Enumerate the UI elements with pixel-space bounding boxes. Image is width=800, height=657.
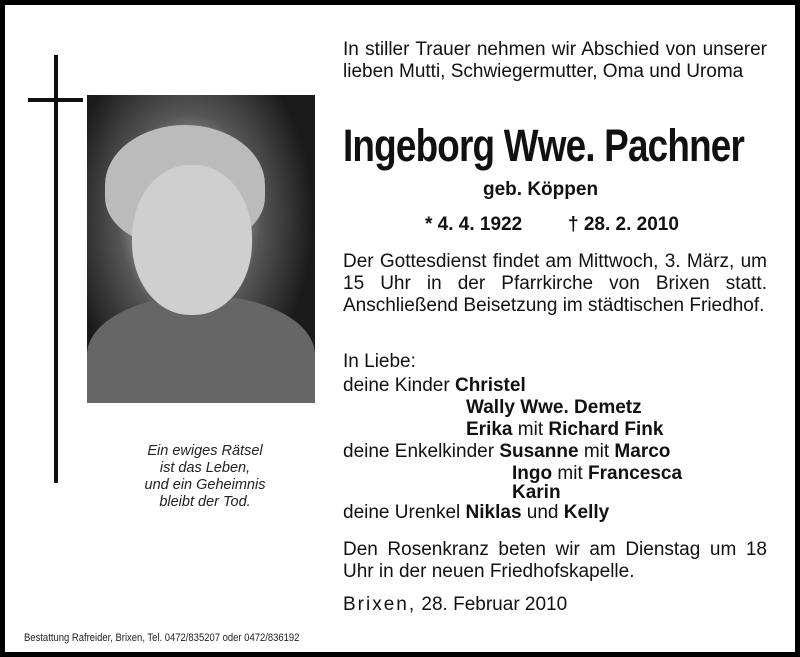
great-grandchild: Kelly [563,502,610,523]
rosary-text: Den Rosenkranz beten wir am Dienstag um 18 Uhr in der neuen Friedhofskapelle. [343,539,767,582]
spouse: Richard Fink [548,419,664,440]
date: 28. Februar 2010 [421,594,568,615]
grandchild: Ingo [512,463,553,484]
mit: mit [517,419,544,440]
label: deine Kinder [343,375,450,396]
deceased-name: Ingeborg Wwe. Pachner [343,120,745,171]
service-text: Der Gottesdienst findet am Mittwoch, 3. März, um 15 Uhr in der Pfarrkirche von Brixen statt. Anschließend Beisetzung im städtischen Friedhof. [343,251,767,316]
partner: Francesca [588,463,683,484]
poem-line: Ein ewiges Rätsel [147,443,263,459]
child: Christel [454,375,526,396]
grandchild: Susanne [499,441,579,462]
in-liebe: In Liebe: [343,351,416,372]
place: Brixen, [343,594,417,615]
maiden-name: geb. Köppen [483,179,599,200]
great-grandchild: Niklas [465,502,522,523]
partner: Marco [614,441,671,462]
und: und [526,502,559,523]
label: deine Urenkel [343,502,461,523]
poem [120,443,290,511]
poem-line: und ein Geheimnis [144,477,266,493]
intro-text: In stiller Trauer nehmen wir Abschied von unserer lieben Mutti, Schwiegermutter, Oma und Uroma [343,39,767,82]
death-date: † 28. 2. 2010 [568,214,679,235]
poem-line: bleibt der Tod. [159,494,251,510]
grandchild: Karin [512,482,561,503]
mit: mit [583,441,610,462]
cross-icon-bar [28,98,83,102]
mit: mit [557,463,583,484]
portrait-photo [87,95,315,403]
family-line [343,375,526,397]
label: deine Enkelkinder [343,441,495,462]
birth-date: * 4. 4. 1922 [425,214,523,235]
poem-line: ist das Leben, [159,460,251,476]
cross-icon [54,55,58,483]
child: Wally Wwe. Demetz [466,397,642,418]
child: Erika [466,419,513,440]
funeral-home-footer: Bestattung Rafreider, Brixen, Tel. 0472/835207 oder 0472/836192 [24,632,300,644]
